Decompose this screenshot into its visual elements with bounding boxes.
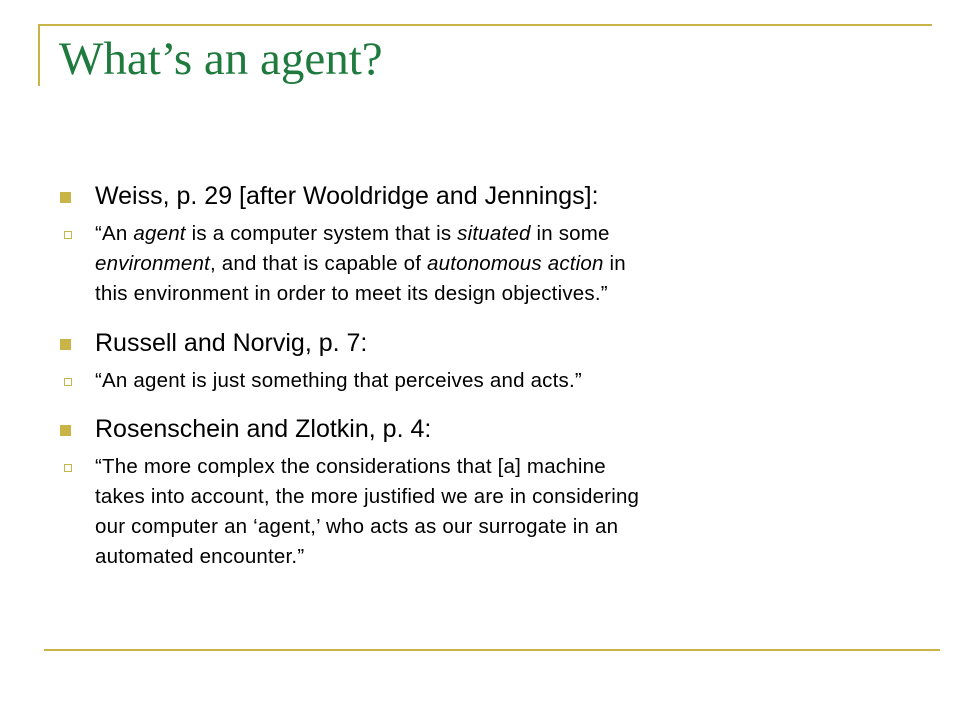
bullet-rosenschein-zlotkin (60, 409, 900, 449)
left-rule (38, 24, 40, 86)
top-rule (38, 24, 932, 26)
quote-line: environment, and that is capable of autonomous action in (95, 252, 626, 275)
bullet-heading: Russell and Norvig, p. 7: (95, 329, 368, 357)
hollow-square-bullet-icon (64, 231, 72, 239)
bullet-weiss (60, 176, 900, 216)
slide-content (60, 176, 900, 572)
quote-line: “An agent is just something that perceives and acts.” (95, 369, 582, 392)
quote-line: “The more complex the considerations that [a] machine (95, 455, 606, 478)
quote-line: “An agent is a computer system that is situated in some (95, 222, 610, 245)
hollow-square-bullet-icon (64, 378, 72, 386)
bullet-russell-norvig (60, 323, 900, 363)
quote-line: this environment in order to meet its design objectives.” (95, 282, 608, 305)
quote-text (95, 219, 900, 309)
sub-bullet-rosenschein-zlotkin-quote (60, 452, 900, 572)
filled-square-bullet-icon (60, 425, 71, 436)
filled-square-bullet-icon (60, 339, 71, 350)
quote-text (95, 452, 900, 572)
quote-line: takes into account, the more justified we are in considering (95, 485, 640, 508)
slide-title: What’s an agent? (59, 33, 383, 85)
filled-square-bullet-icon (60, 192, 71, 203)
quote-line: automated encounter.” (95, 545, 305, 568)
bullet-heading: Weiss, p. 29 [after Wooldridge and Jennings]: (95, 182, 599, 210)
quote-text (95, 366, 900, 396)
hollow-square-bullet-icon (64, 464, 72, 472)
sub-bullet-weiss-quote (60, 219, 900, 309)
sub-bullet-russell-norvig-quote (60, 366, 900, 396)
bottom-rule (44, 649, 940, 651)
bullet-heading: Rosenschein and Zlotkin, p. 4: (95, 415, 432, 443)
quote-line: our computer an ‘agent,’ who acts as our surrogate in an (95, 515, 619, 538)
